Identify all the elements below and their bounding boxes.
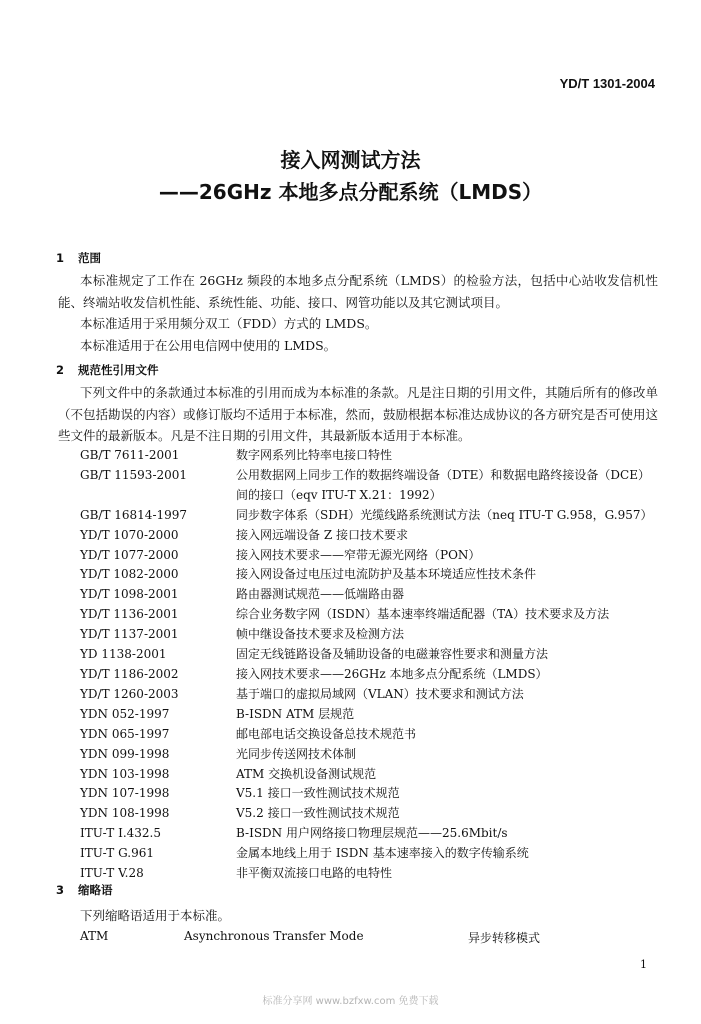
paragraph: 下列缩略语适用于本标准。: [80, 908, 231, 923]
reference-code: GB/T 16814-1997: [80, 507, 188, 522]
reference-code: YD/T 1137-2001: [80, 627, 179, 642]
reference-title: 接入网设备过电压过电流防护及基本环境适应性技术条件: [236, 567, 537, 582]
paragraph: 本标准规定了工作在 26GHz 频段的本地多点分配系统（LMDS）的检验方法，包括中心站收发信机性能、终端站收发信机性能、系统性能、功能、接口、网管功能以及其它测试项目。: [58, 273, 658, 310]
title-line-2: ——26GHz 本地多点分配系统（LMDS）: [158, 180, 543, 204]
reference-code: ITU-T I.432.5: [80, 826, 161, 841]
reference-item: [80, 506, 660, 526]
reference-code: YD/T 1077-2000: [80, 547, 179, 562]
section-title: 缩略语: [78, 883, 113, 897]
reference-title: 非平衡双流接口电路的电特性: [236, 866, 393, 881]
reference-code: YD 1138-2001: [80, 647, 167, 662]
reference-title: B-ISDN ATM 层规范: [236, 706, 355, 721]
reference-title: 接入网技术要求——窄带无源光网络（PON）: [236, 547, 481, 562]
reference-code: YD/T 1136-2001: [80, 607, 179, 622]
reference-item: [80, 725, 660, 745]
standard-number: YD/T 1301-2004: [559, 76, 655, 91]
reference-item: [80, 765, 660, 785]
abbreviation-english: Asynchronous Transfer Mode: [184, 929, 364, 943]
section-number: 3: [56, 883, 65, 897]
reference-item: [80, 844, 660, 864]
reference-item: [80, 565, 660, 585]
reference-title: 固定无线链路设备及辅助设备的电磁兼容性要求和测量方法: [236, 647, 549, 662]
reference-title: 接入网远端设备 Z 接口技术要求: [236, 527, 408, 542]
reference-code: ITU-T V.28: [80, 866, 144, 881]
reference-title: 基于端口的虚拟局域网（VLAN）技术要求和测试方法: [236, 686, 524, 701]
reference-code: YDN 107-1998: [80, 786, 170, 801]
reference-code: YDN 103-1998: [80, 766, 170, 781]
watermark-footer: 标准分享网 www.bzfxw.com 免费下载: [262, 996, 439, 1007]
reference-code: GB/T 11593-2001: [80, 467, 188, 482]
normative-reference-list: [80, 446, 660, 884]
reference-item: [80, 446, 660, 466]
reference-item: [80, 705, 660, 725]
reference-item: [80, 526, 660, 546]
reference-title: 数字网系列比特率电接口特性: [236, 448, 393, 462]
section-number: 2: [56, 363, 65, 377]
reference-code: YD/T 1186-2002: [80, 666, 179, 681]
reference-title: 接入网技术要求——26GHz 本地多点分配系统（LMDS）: [236, 666, 548, 681]
reference-title: 路由器测试规范——低端路由器: [236, 587, 405, 602]
reference-item: [80, 804, 660, 824]
reference-title: 同步数字体系（SDH）光缆线路系统测试方法（neq ITU-T G.958，G.957）: [236, 507, 653, 522]
reference-code: YD/T 1098-2001: [80, 587, 179, 602]
reference-title: 综合业务数字网（ISDN）基本速率终端适配器（TA）技术要求及方法: [236, 607, 610, 622]
reference-code: YDN 099-1998: [80, 746, 170, 761]
reference-code: ITU-T G.961: [80, 846, 154, 861]
reference-title: 帧中继设备技术要求及检测方法: [236, 627, 405, 642]
abbreviation-chinese: 异步转移模式: [468, 931, 541, 945]
reference-title: 邮电部电话交换设备总技术规范书: [236, 726, 417, 741]
reference-item: [80, 824, 660, 844]
reference-code: YD/T 1070-2000: [80, 527, 179, 542]
reference-item: [80, 546, 660, 566]
reference-title: 光同步传送网技术体制: [236, 746, 357, 761]
reference-title: ATM 交换机设备测试规范: [236, 766, 377, 781]
reference-item: [80, 745, 660, 765]
reference-item: [80, 685, 660, 705]
abbreviation: ATM: [80, 929, 109, 943]
reference-item: [80, 645, 660, 665]
reference-item: [80, 585, 660, 605]
reference-title: V5.1 接口一致性测试技术规范: [236, 786, 400, 801]
reference-item: [80, 864, 660, 884]
reference-code: YD/T 1082-2000: [80, 567, 179, 582]
reference-item: [80, 784, 660, 804]
paragraph: 本标准适用于在公用电信网中使用的 LMDS。: [80, 338, 337, 353]
section-3-heading: [56, 882, 113, 898]
reference-item: [80, 625, 660, 645]
reference-title: 公用数据网上同步工作的数据终端设备（DTE）和数据电路终接设备（DCE）间的接口（eqv ITU-T X.21：1992）: [236, 467, 650, 502]
reference-item: [80, 665, 660, 685]
paragraph: 本标准适用于采用频分双工（FDD）方式的 LMDS。: [80, 316, 378, 331]
section-title: 范围: [78, 251, 101, 265]
reference-item: [80, 605, 660, 625]
page-number: 1: [640, 958, 647, 971]
section-2-heading: [56, 362, 159, 378]
section-number: 1: [56, 251, 65, 265]
reference-title: B-ISDN 用户网络接口物理层规范——25.6Mbit/s: [236, 826, 508, 841]
reference-code: YDN 065-1997: [80, 726, 170, 741]
reference-code: YDN 108-1998: [80, 806, 170, 821]
reference-title: V5.2 接口一致性测试技术规范: [236, 806, 400, 821]
section-title: 规范性引用文件: [78, 363, 159, 377]
title-line-1: 接入网测试方法: [280, 148, 421, 172]
paragraph: 下列文件中的条款通过本标准的引用而成为本标准的条款。凡是注日期的引用文件，其随后所有的修改单（不包括勘误的内容）或修订版均不适用于本标准，然而，鼓励根据本标准达成协议的各方研究是否可使用这些文件的最新版本。凡是不注日期的引用文件，其最新版本适用于本标准。: [58, 385, 659, 443]
section-1-heading: [56, 250, 101, 266]
reference-code: YD/T 1260-2003: [80, 686, 179, 701]
reference-item: [80, 466, 660, 506]
reference-title: 金属本地线上用于 ISDN 基本速率接入的数字传输系统: [236, 846, 529, 861]
reference-code: GB/T 7611-2001: [80, 448, 180, 462]
reference-code: YDN 052-1997: [80, 706, 170, 721]
